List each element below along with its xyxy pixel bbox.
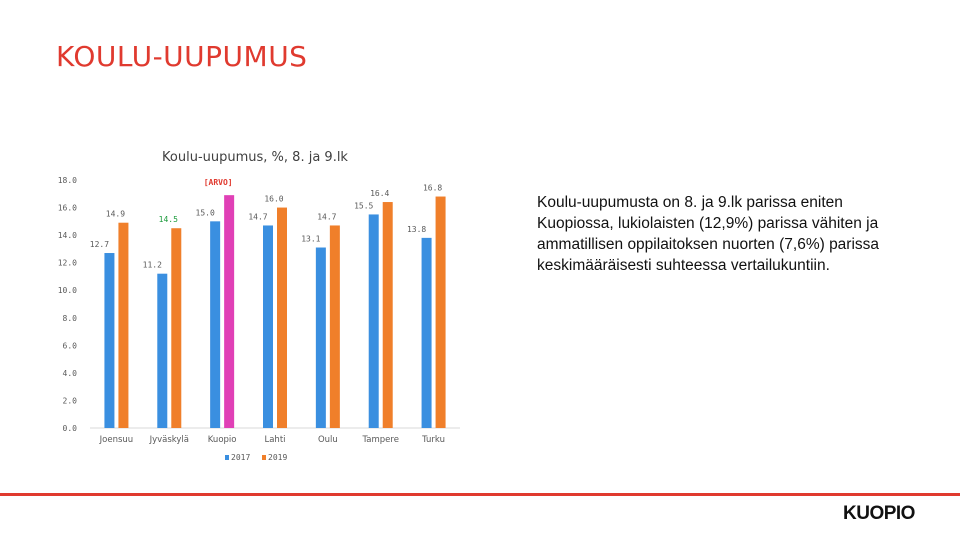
bar-2017-jyväskylä xyxy=(157,274,167,428)
y-tick-label: 10.0 xyxy=(57,286,77,296)
y-tick-label: 16.0 xyxy=(57,203,77,213)
kuopio-logo: KUOPIO xyxy=(843,503,915,524)
data-label-2019-jyväskylä: 14.5 xyxy=(158,215,178,225)
chart-title: Koulu-uupumus, %, 8. ja 9.lk xyxy=(162,150,348,165)
legend-swatch-2019 xyxy=(262,455,266,460)
footer-divider xyxy=(0,493,960,496)
bar-2019-turku xyxy=(436,197,446,428)
y-tick-label: 8.0 xyxy=(62,313,77,323)
bar-2019-joensuu xyxy=(118,223,128,428)
y-tick-label: 0.0 xyxy=(62,424,77,433)
data-label-2017-oulu: 13.1 xyxy=(301,234,321,244)
slide-title: KOULU-UUPUMUS xyxy=(56,40,308,73)
y-tick-label: 12.0 xyxy=(57,258,77,268)
bar-2019-lahti xyxy=(277,208,287,428)
bar-2019-tampere xyxy=(383,202,393,428)
data-label-2019-lahti: 16.0 xyxy=(264,194,284,204)
bar-2017-tampere xyxy=(369,214,379,428)
bar-2017-turku xyxy=(422,238,432,428)
data-label-2017-turku: 13.8 xyxy=(406,224,427,234)
data-label-2017-tampere: 15.5 xyxy=(354,201,374,211)
data-label-2019-tampere: 16.4 xyxy=(370,189,390,199)
x-tick-label: Lahti xyxy=(264,435,286,445)
x-tick-label: Oulu xyxy=(317,435,338,445)
data-label-2019-joensuu: 14.9 xyxy=(105,209,126,219)
x-tick-label: Tampere xyxy=(362,435,399,445)
bar-2019-oulu xyxy=(330,225,340,428)
bar-2017-lahti xyxy=(263,225,273,428)
bar-2017-oulu xyxy=(316,248,326,428)
data-label-2017-kuopio: 15.0 xyxy=(195,208,215,218)
data-label-2019-oulu: 14.7 xyxy=(317,212,337,222)
bar-chart xyxy=(40,140,470,470)
data-label-2017-lahti: 14.7 xyxy=(248,212,268,222)
bar-2019-jyväskylä xyxy=(171,228,181,428)
data-label-2019-kuopio: [ARVO] xyxy=(203,178,233,188)
x-tick-label: Kuopio xyxy=(207,435,237,445)
bar-2017-kuopio xyxy=(210,221,220,428)
y-tick-label: 6.0 xyxy=(62,341,77,351)
description-text: Koulu-uupumusta on 8. ja 9.lk parissa eniten Kuopiossa, lukiolaisten (12,9%) parissa vähiten ja ammatillisen oppilaitoksen nuorten (7,6%) parissa keskimääräisesti suhteessa vertailukuntiin. xyxy=(537,194,880,274)
x-tick-label: Joensuu xyxy=(99,435,134,445)
y-tick-label: 18.0 xyxy=(57,176,77,185)
y-tick-label: 4.0 xyxy=(62,368,77,378)
bar-2017-joensuu xyxy=(104,253,114,428)
y-tick-label: 2.0 xyxy=(62,396,77,406)
data-label-2017-jyväskylä: 11.2 xyxy=(142,260,162,270)
data-label-2019-turku: 16.8 xyxy=(422,183,443,193)
chart-area xyxy=(40,140,470,470)
bar-2019-kuopio xyxy=(224,195,234,428)
x-tick-label: Turku xyxy=(422,435,445,445)
x-tick-label: Jyväskylä xyxy=(149,435,190,445)
y-tick-label: 14.0 xyxy=(57,231,77,241)
data-label-2017-joensuu: 12.7 xyxy=(89,240,110,250)
legend-label-2017: 2017 xyxy=(231,453,251,462)
legend-swatch-2017 xyxy=(225,455,229,460)
legend-label-2019: 2019 xyxy=(268,453,288,462)
